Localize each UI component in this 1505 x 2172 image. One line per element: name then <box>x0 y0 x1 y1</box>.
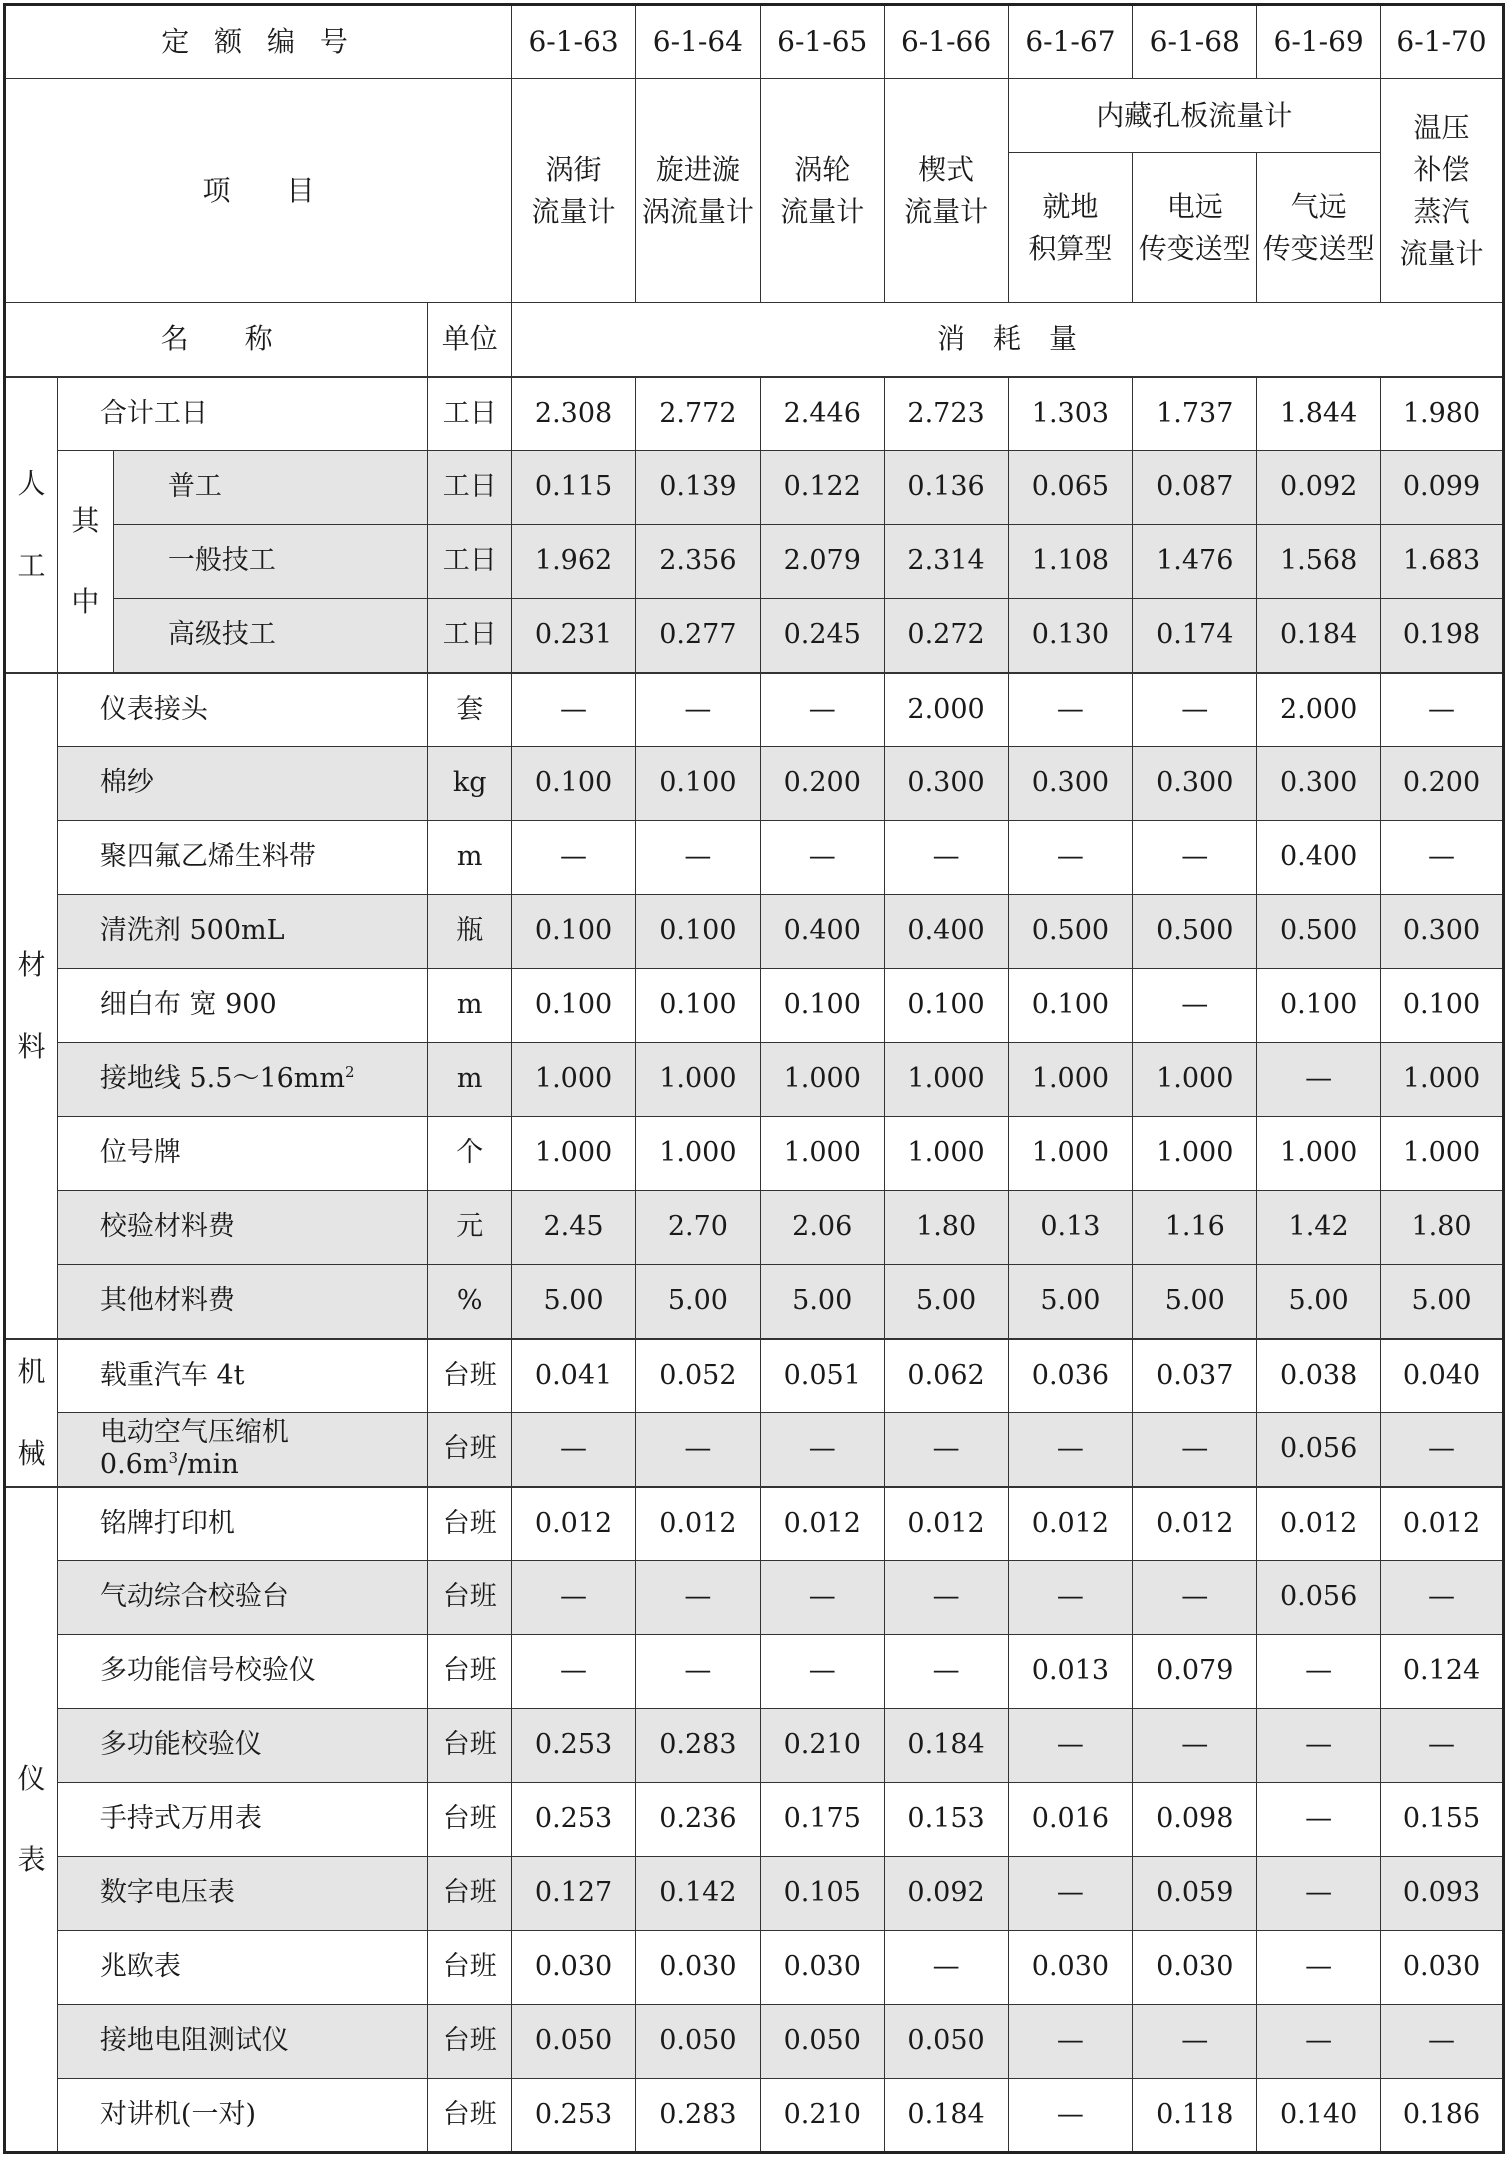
item-header: 就地 积算型 <box>1008 153 1133 303</box>
value-cell: 0.253 <box>512 1783 636 1857</box>
value-cell: 0.050 <box>635 2005 760 2079</box>
item-header: 涡街 流量计 <box>512 79 636 303</box>
value-cell: — <box>1133 1413 1257 1487</box>
unit-cell: 台班 <box>428 1487 512 1561</box>
value-cell: — <box>512 821 636 895</box>
item-header: 电远 传变送型 <box>1133 153 1257 303</box>
value-cell: 0.210 <box>760 2079 884 2153</box>
value-cell: 1.000 <box>760 1043 884 1117</box>
name-label: 名 称 <box>5 303 428 377</box>
value-cell: 1.000 <box>512 1117 636 1191</box>
value-cell: 1.42 <box>1257 1191 1381 1265</box>
value-cell: 0.300 <box>1257 747 1381 821</box>
value-cell: 0.198 <box>1381 599 1504 673</box>
value-cell: 0.153 <box>884 1783 1008 1857</box>
value-cell: 0.052 <box>635 1339 760 1413</box>
unit-cell: 工日 <box>428 525 512 599</box>
value-cell: 1.000 <box>760 1117 884 1191</box>
value-cell: 1.000 <box>635 1043 760 1117</box>
value-cell: 1.303 <box>1008 377 1133 451</box>
value-cell: — <box>635 1561 760 1635</box>
orifice-group-header: 内藏孔板流量计 <box>1008 79 1381 153</box>
value-cell: 1.962 <box>512 525 636 599</box>
value-cell: 0.277 <box>635 599 760 673</box>
value-cell: — <box>884 1561 1008 1635</box>
unit-cell: m <box>428 821 512 895</box>
value-cell: 1.16 <box>1133 1191 1257 1265</box>
value-cell: 0.030 <box>512 1931 636 2005</box>
value-cell: 0.062 <box>884 1339 1008 1413</box>
value-cell: — <box>1257 1783 1381 1857</box>
value-cell: — <box>635 1413 760 1487</box>
value-cell: — <box>1008 1857 1133 1931</box>
value-cell: 0.012 <box>1133 1487 1257 1561</box>
value-cell: 0.300 <box>1008 747 1133 821</box>
value-cell: 0.122 <box>760 451 884 525</box>
quota-code: 6-1-67 <box>1008 5 1133 79</box>
value-cell: 5.00 <box>1257 1265 1381 1339</box>
item-name: 合计工日 <box>57 377 427 451</box>
quota-code: 6-1-70 <box>1381 5 1504 79</box>
unit-cell: m <box>428 1043 512 1117</box>
value-cell: 1.844 <box>1257 377 1381 451</box>
value-cell: — <box>1133 1561 1257 1635</box>
value-cell: 0.040 <box>1381 1339 1504 1413</box>
value-cell: 0.099 <box>1381 451 1504 525</box>
unit-cell: 瓶 <box>428 895 512 969</box>
value-cell: 0.012 <box>760 1487 884 1561</box>
value-cell: 5.00 <box>635 1265 760 1339</box>
quota-code: 6-1-63 <box>512 5 636 79</box>
value-cell: 0.100 <box>1381 969 1504 1043</box>
value-cell: — <box>1008 673 1133 747</box>
value-cell: 0.030 <box>1008 1931 1133 2005</box>
unit-label: 单位 <box>428 303 512 377</box>
unit-cell: % <box>428 1265 512 1339</box>
value-cell: — <box>1381 2005 1504 2079</box>
item-name: 普工 <box>113 451 427 525</box>
value-cell: — <box>512 673 636 747</box>
value-cell: — <box>512 1635 636 1709</box>
value-cell: 0.092 <box>884 1857 1008 1931</box>
value-cell: — <box>1008 2005 1133 2079</box>
value-cell: 0.184 <box>1257 599 1381 673</box>
value-cell: — <box>512 1561 636 1635</box>
value-cell: 1.000 <box>1133 1117 1257 1191</box>
value-cell: 0.155 <box>1381 1783 1504 1857</box>
value-cell: 1.568 <box>1257 525 1381 599</box>
value-cell: — <box>1381 1413 1504 1487</box>
item-name: 细白布 宽 900 <box>57 969 427 1043</box>
value-cell: 0.093 <box>1381 1857 1504 1931</box>
value-cell: — <box>884 1413 1008 1487</box>
item-name: 聚四氟乙烯生料带 <box>57 821 427 895</box>
sub-group-label: 其 中 <box>57 451 113 673</box>
item-name: 仪表接头 <box>57 673 427 747</box>
value-cell: 0.105 <box>760 1857 884 1931</box>
value-cell: 5.00 <box>1133 1265 1257 1339</box>
value-cell: 0.100 <box>635 969 760 1043</box>
value-cell: — <box>1257 1709 1381 1783</box>
unit-cell: 台班 <box>428 1931 512 2005</box>
value-cell: 0.030 <box>635 1931 760 2005</box>
value-cell: — <box>884 821 1008 895</box>
value-cell: 1.683 <box>1381 525 1504 599</box>
value-cell: — <box>1008 1561 1133 1635</box>
value-cell: 1.000 <box>1008 1043 1133 1117</box>
value-cell: 0.059 <box>1133 1857 1257 1931</box>
value-cell: — <box>760 1635 884 1709</box>
value-cell: 0.400 <box>884 895 1008 969</box>
value-cell: 0.245 <box>760 599 884 673</box>
item-name: 多功能校验仪 <box>57 1709 427 1783</box>
unit-cell: 台班 <box>428 1635 512 1709</box>
value-cell: 2.308 <box>512 377 636 451</box>
value-cell: — <box>1133 969 1257 1043</box>
value-cell: — <box>635 1635 760 1709</box>
item-name: 位号牌 <box>57 1117 427 1191</box>
value-cell: — <box>1008 2079 1133 2153</box>
value-cell: 0.100 <box>1257 969 1381 1043</box>
value-cell: 2.000 <box>1257 673 1381 747</box>
value-cell: 0.142 <box>635 1857 760 1931</box>
value-cell: 1.000 <box>884 1043 1008 1117</box>
unit-cell: 台班 <box>428 1709 512 1783</box>
unit-cell: 台班 <box>428 1561 512 1635</box>
value-cell: 0.272 <box>884 599 1008 673</box>
item-name: 清洗剂 500mL <box>57 895 427 969</box>
value-cell: 1.000 <box>1133 1043 1257 1117</box>
value-cell: 0.051 <box>760 1339 884 1413</box>
value-cell: 0.253 <box>512 1709 636 1783</box>
value-cell: 0.500 <box>1133 895 1257 969</box>
value-cell: 0.231 <box>512 599 636 673</box>
value-cell: 2.45 <box>512 1191 636 1265</box>
value-cell: 0.200 <box>760 747 884 821</box>
item-name: 电动空气压缩机 $0.6m^3/\min$ <box>57 1413 427 1487</box>
value-cell: 0.100 <box>884 969 1008 1043</box>
value-cell: 0.115 <box>512 451 636 525</box>
item-header: 温压 补偿 蒸汽 流量计 <box>1381 79 1504 303</box>
value-cell: 0.500 <box>1257 895 1381 969</box>
value-cell: — <box>1257 1043 1381 1117</box>
value-cell: 0.136 <box>884 451 1008 525</box>
value-cell: 0.236 <box>635 1783 760 1857</box>
value-cell: — <box>1381 1709 1504 1783</box>
value-cell: 0.100 <box>512 895 636 969</box>
value-cell: 1.000 <box>1008 1117 1133 1191</box>
quota-code: 6-1-66 <box>884 5 1008 79</box>
unit-cell: 台班 <box>428 1783 512 1857</box>
value-cell: 2.446 <box>760 377 884 451</box>
value-cell: — <box>760 1413 884 1487</box>
item-name: 兆欧表 <box>57 1931 427 2005</box>
unit-cell: 台班 <box>428 2005 512 2079</box>
value-cell: 0.100 <box>635 895 760 969</box>
value-cell: 0.012 <box>1381 1487 1504 1561</box>
value-cell: — <box>884 1931 1008 2005</box>
value-cell: — <box>1133 1709 1257 1783</box>
value-cell: 0.050 <box>760 2005 884 2079</box>
value-cell: 0.098 <box>1133 1783 1257 1857</box>
value-cell: 0.253 <box>512 2079 636 2153</box>
value-cell: 0.100 <box>1008 969 1133 1043</box>
item-name: 接地电阻测试仪 <box>57 2005 427 2079</box>
value-cell: 0.038 <box>1257 1339 1381 1413</box>
item-label: 项 目 <box>5 79 512 303</box>
item-name: 数字电压表 <box>57 1857 427 1931</box>
value-cell: 0.065 <box>1008 451 1133 525</box>
value-cell: 0.092 <box>1257 451 1381 525</box>
value-cell: — <box>1133 2005 1257 2079</box>
value-cell: 1.476 <box>1133 525 1257 599</box>
value-cell: 0.184 <box>884 2079 1008 2153</box>
item-name: 气动综合校验台 <box>57 1561 427 1635</box>
value-cell: 0.13 <box>1008 1191 1133 1265</box>
value-cell: 0.030 <box>1133 1931 1257 2005</box>
value-cell: 0.079 <box>1133 1635 1257 1709</box>
item-name: 多功能信号校验仪 <box>57 1635 427 1709</box>
unit-cell: 工日 <box>428 377 512 451</box>
value-cell: 0.087 <box>1133 451 1257 525</box>
unit-cell: 台班 <box>428 1339 512 1413</box>
value-cell: — <box>1257 1931 1381 2005</box>
value-cell: 2.079 <box>760 525 884 599</box>
quota-code: 6-1-65 <box>760 5 884 79</box>
value-cell: — <box>760 673 884 747</box>
unit-cell: 套 <box>428 673 512 747</box>
unit-cell: 工日 <box>428 599 512 673</box>
value-cell: — <box>512 1413 636 1487</box>
value-cell: 0.400 <box>760 895 884 969</box>
value-cell: 0.030 <box>1381 1931 1504 2005</box>
value-cell: 2.000 <box>884 673 1008 747</box>
value-cell: 2.314 <box>884 525 1008 599</box>
value-cell: 5.00 <box>512 1265 636 1339</box>
value-cell: 1.980 <box>1381 377 1504 451</box>
item-name: 对讲机(一对) <box>57 2079 427 2153</box>
value-cell: 1.80 <box>884 1191 1008 1265</box>
value-cell: — <box>635 673 760 747</box>
value-cell: 0.500 <box>1008 895 1133 969</box>
value-cell: 5.00 <box>884 1265 1008 1339</box>
item-name: 载重汽车 4t <box>57 1339 427 1413</box>
value-cell: 1.000 <box>1257 1117 1381 1191</box>
value-cell: 2.356 <box>635 525 760 599</box>
item-name: 其他材料费 <box>57 1265 427 1339</box>
item-name: 一般技工 <box>113 525 427 599</box>
item-header: 楔式 流量计 <box>884 79 1008 303</box>
value-cell: 0.139 <box>635 451 760 525</box>
value-cell: 0.175 <box>760 1783 884 1857</box>
item-name: 校验材料费 <box>57 1191 427 1265</box>
item-name: 手持式万用表 <box>57 1783 427 1857</box>
value-cell: 0.100 <box>760 969 884 1043</box>
value-cell: 0.037 <box>1133 1339 1257 1413</box>
value-cell: — <box>635 821 760 895</box>
item-name: 铭牌打印机 <box>57 1487 427 1561</box>
value-cell: 1.000 <box>1381 1043 1504 1117</box>
value-cell: 0.174 <box>1133 599 1257 673</box>
value-cell: 2.723 <box>884 377 1008 451</box>
value-cell: 0.012 <box>635 1487 760 1561</box>
item-name: 接地线 $5.5\sim 16mm^2$ <box>57 1043 427 1117</box>
value-cell: — <box>1133 673 1257 747</box>
materials-group-label: 材 料 <box>5 673 58 1339</box>
quota-code: 6-1-64 <box>635 5 760 79</box>
value-cell: 0.056 <box>1257 1413 1381 1487</box>
value-cell: — <box>1257 1635 1381 1709</box>
value-cell: 0.012 <box>1257 1487 1381 1561</box>
value-cell: — <box>1008 1413 1133 1487</box>
value-cell: — <box>1257 1857 1381 1931</box>
item-header: 气远 传变送型 <box>1257 153 1381 303</box>
value-cell: 0.030 <box>760 1931 884 2005</box>
value-cell: 1.108 <box>1008 525 1133 599</box>
value-cell: 0.012 <box>512 1487 636 1561</box>
unit-cell: kg <box>428 747 512 821</box>
value-cell: 0.016 <box>1008 1783 1133 1857</box>
value-cell: 0.124 <box>1381 1635 1504 1709</box>
value-cell: 0.012 <box>1008 1487 1133 1561</box>
value-cell: 0.130 <box>1008 599 1133 673</box>
instruments-group-label: 仪 表 <box>5 1487 58 2153</box>
value-cell: — <box>760 1561 884 1635</box>
value-cell: — <box>1381 821 1504 895</box>
value-cell: 1.000 <box>1381 1117 1504 1191</box>
value-cell: 0.283 <box>635 2079 760 2153</box>
value-cell: 0.056 <box>1257 1561 1381 1635</box>
value-cell: 0.283 <box>635 1709 760 1783</box>
unit-cell: 元 <box>428 1191 512 1265</box>
value-cell: 5.00 <box>1381 1265 1504 1339</box>
value-cell: 2.772 <box>635 377 760 451</box>
value-cell: 0.050 <box>512 2005 636 2079</box>
value-cell: — <box>1381 673 1504 747</box>
value-cell: — <box>1008 1709 1133 1783</box>
quota-code: 6-1-69 <box>1257 5 1381 79</box>
item-name: 棉纱 <box>57 747 427 821</box>
item-header: 旋进漩 涡流量计 <box>635 79 760 303</box>
value-cell: 0.118 <box>1133 2079 1257 2153</box>
quota-number-label: 定 额 编 号 <box>5 5 512 79</box>
value-cell: — <box>760 821 884 895</box>
consumption-label: 消 耗 量 <box>512 303 1504 377</box>
labor-group-label: 人 工 <box>5 377 58 673</box>
quota-table <box>3 3 1505 2154</box>
value-cell: 0.012 <box>884 1487 1008 1561</box>
value-cell: 0.184 <box>884 1709 1008 1783</box>
value-cell: 2.06 <box>760 1191 884 1265</box>
item-name: 高级技工 <box>113 599 427 673</box>
quota-code: 6-1-68 <box>1133 5 1257 79</box>
value-cell: 0.100 <box>512 747 636 821</box>
value-cell: 1.000 <box>635 1117 760 1191</box>
unit-cell: m <box>428 969 512 1043</box>
item-header: 涡轮 流量计 <box>760 79 884 303</box>
value-cell: — <box>1257 2005 1381 2079</box>
value-cell: 1.737 <box>1133 377 1257 451</box>
value-cell: 0.050 <box>884 2005 1008 2079</box>
value-cell: — <box>1381 1561 1504 1635</box>
value-cell: 0.200 <box>1381 747 1504 821</box>
value-cell: 0.300 <box>1133 747 1257 821</box>
unit-cell: 台班 <box>428 2079 512 2153</box>
unit-cell: 台班 <box>428 1413 512 1487</box>
value-cell: 0.300 <box>884 747 1008 821</box>
unit-cell: 工日 <box>428 451 512 525</box>
value-cell: 0.300 <box>1381 895 1504 969</box>
value-cell: 0.127 <box>512 1857 636 1931</box>
value-cell: 5.00 <box>1008 1265 1133 1339</box>
value-cell: — <box>884 1635 1008 1709</box>
value-cell: 0.400 <box>1257 821 1381 895</box>
value-cell: 0.041 <box>512 1339 636 1413</box>
value-cell: 0.036 <box>1008 1339 1133 1413</box>
value-cell: 0.100 <box>635 747 760 821</box>
value-cell: 0.013 <box>1008 1635 1133 1709</box>
unit-cell: 台班 <box>428 1857 512 1931</box>
value-cell: — <box>1133 821 1257 895</box>
value-cell: 1.000 <box>512 1043 636 1117</box>
value-cell: 1.80 <box>1381 1191 1504 1265</box>
machinery-group-label: 机 械 <box>5 1339 58 1487</box>
value-cell: 0.186 <box>1381 2079 1504 2153</box>
value-cell: 2.70 <box>635 1191 760 1265</box>
value-cell: 1.000 <box>884 1117 1008 1191</box>
value-cell: 5.00 <box>760 1265 884 1339</box>
value-cell: 0.210 <box>760 1709 884 1783</box>
value-cell: 0.140 <box>1257 2079 1381 2153</box>
value-cell: — <box>1008 821 1133 895</box>
unit-cell: 个 <box>428 1117 512 1191</box>
value-cell: 0.100 <box>512 969 636 1043</box>
